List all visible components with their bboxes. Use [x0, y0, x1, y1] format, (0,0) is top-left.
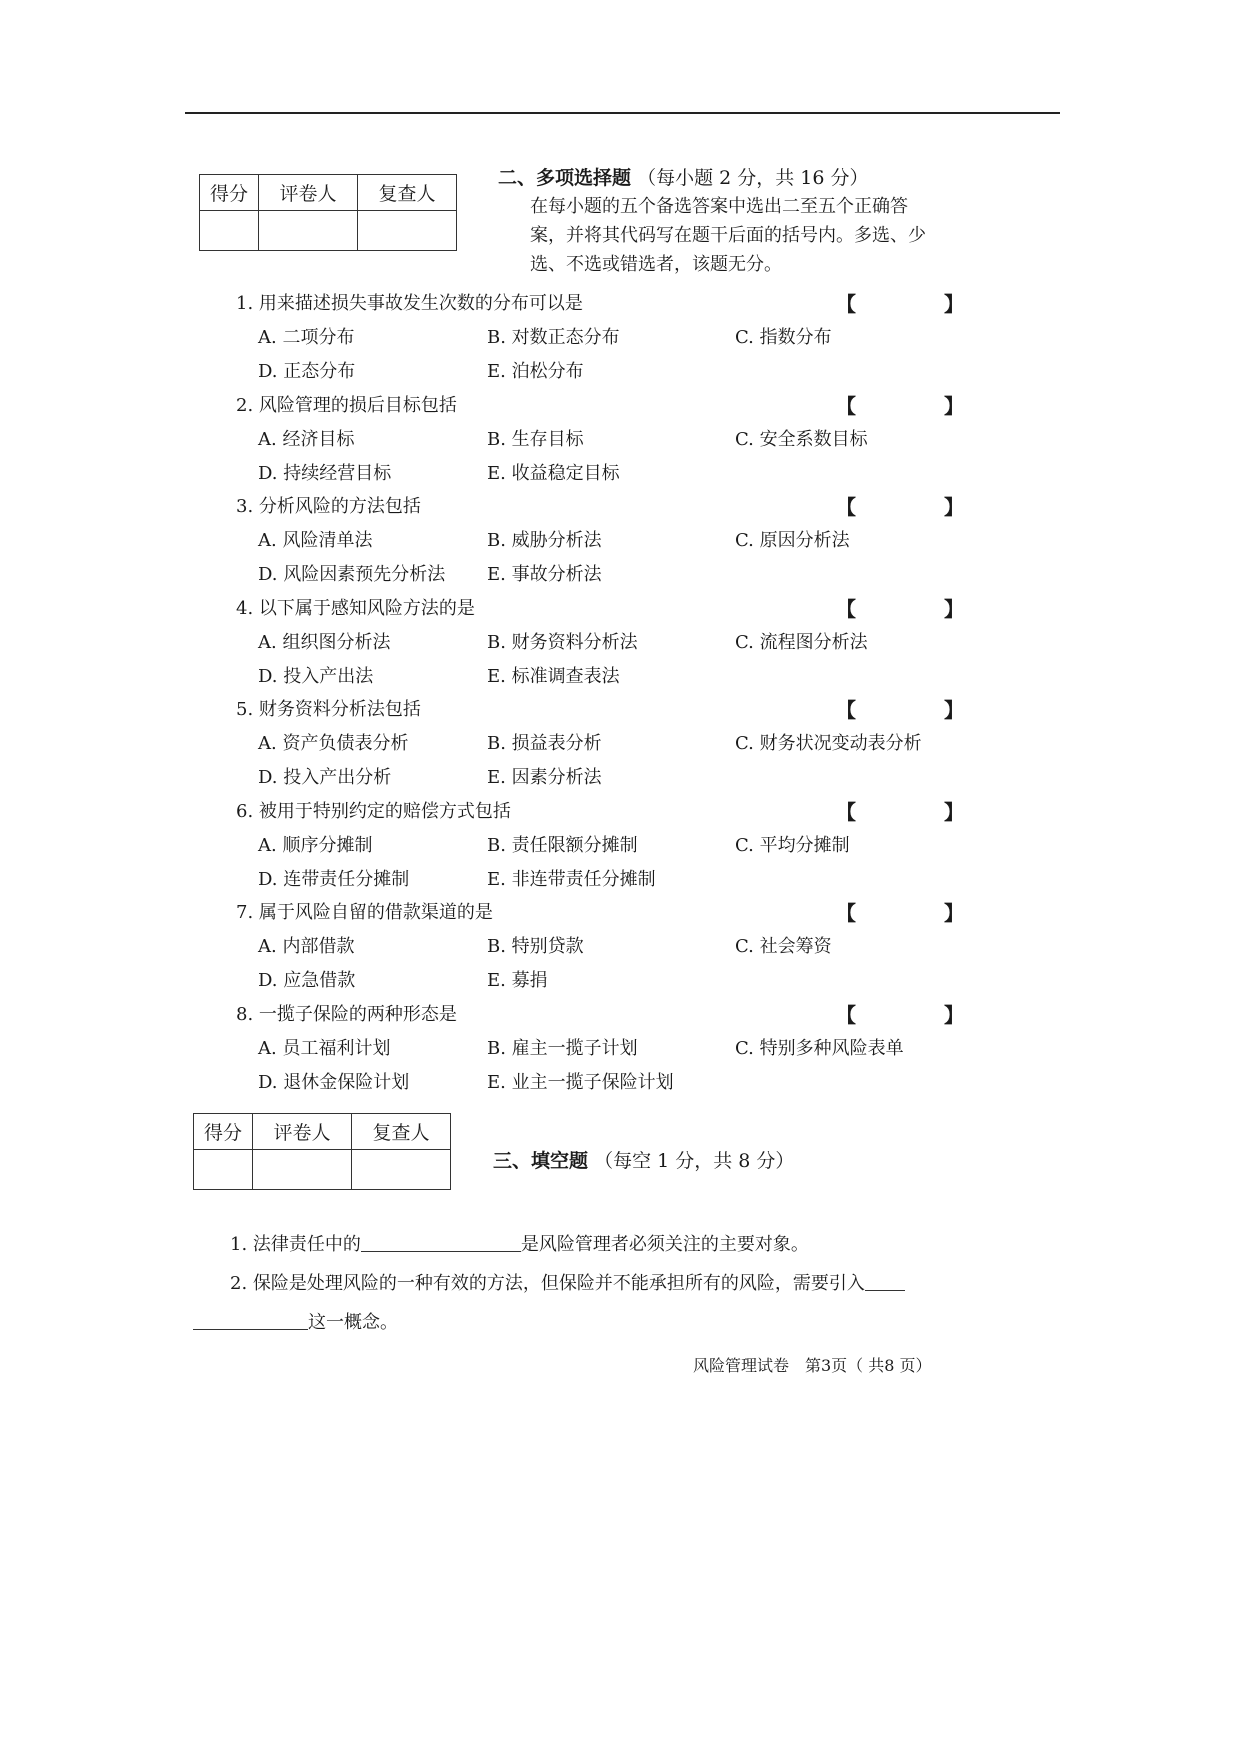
- option-b: B. 雇主一揽子计划: [487, 1038, 638, 1059]
- answer-bracket-open[interactable]: 【: [836, 901, 856, 925]
- reviewer-cell[interactable]: [352, 1150, 451, 1190]
- option-c: C. 安全系数目标: [735, 429, 868, 450]
- score-header: 得分: [200, 175, 259, 211]
- instruction-line: 案，并将其代码写在题干后面的括号内。多选、少: [530, 225, 926, 246]
- option-a: A. 内部借款: [258, 936, 355, 957]
- fill-text: 1. 法律责任中的: [230, 1234, 361, 1255]
- option-e: E. 事故分析法: [487, 564, 602, 585]
- option-a: A. 风险清单法: [258, 530, 373, 551]
- section2-instructions: [530, 192, 970, 279]
- question-stem: 6. 被用于特别约定的赔偿方式包括: [236, 801, 511, 822]
- score-cell[interactable]: [200, 211, 259, 251]
- section2-heading: [498, 163, 869, 190]
- option-b: B. 责任限额分摊制: [487, 835, 638, 856]
- answer-bracket-close: 】: [944, 292, 964, 316]
- reviewer-header: 复查人: [352, 1114, 451, 1150]
- answer-bracket-open[interactable]: 【: [836, 1003, 856, 1027]
- question-stem: 1. 用来描述损失事故发生次数的分布可以是: [236, 293, 583, 314]
- grader-cell[interactable]: [259, 211, 358, 251]
- answer-bracket-close: 】: [944, 698, 964, 722]
- question-7: [236, 896, 976, 998]
- answer-bracket-close: 】: [944, 394, 964, 418]
- option-b: B. 特别贷款: [487, 936, 584, 957]
- option-c: C. 平均分摊制: [735, 835, 850, 856]
- option-d: D. 风险因素预先分析法: [258, 564, 446, 585]
- option-b: B. 威胁分析法: [487, 530, 602, 551]
- option-c: C. 特别多种风险表单: [735, 1038, 904, 1059]
- answer-bracket-close: 】: [944, 597, 964, 621]
- option-d: D. 投入产出法: [258, 666, 374, 687]
- answer-blank[interactable]: [361, 1229, 521, 1252]
- option-a: A. 二项分布: [258, 327, 355, 348]
- option-c: C. 社会筹资: [735, 936, 832, 957]
- option-d: D. 正态分布: [258, 361, 356, 382]
- instruction-line: 选、不选或错选者，该题无分。: [530, 254, 782, 275]
- option-d: D. 投入产出分析: [258, 767, 392, 788]
- question-stem: 3. 分析风险的方法包括: [236, 496, 421, 517]
- score-header: 得分: [194, 1114, 253, 1150]
- option-b: B. 对数正态分布: [487, 327, 620, 348]
- answer-bracket-close: 】: [944, 800, 964, 824]
- fill-text: 是风险管理者必须关注的主要对象。: [520, 1234, 809, 1255]
- answer-bracket-open[interactable]: 【: [836, 394, 856, 418]
- option-c: C. 原因分析法: [735, 530, 850, 551]
- question-5: [236, 693, 976, 795]
- answer-bracket-open[interactable]: 【: [836, 800, 856, 824]
- fill-question-1: [230, 1229, 809, 1261]
- reviewer-cell[interactable]: [358, 211, 457, 251]
- grader-cell[interactable]: [253, 1150, 352, 1190]
- option-b: B. 损益表分析: [487, 733, 602, 754]
- grader-header: 评卷人: [253, 1114, 352, 1150]
- option-e: E. 募捐: [487, 970, 548, 991]
- fill-question-2: [230, 1268, 905, 1300]
- answer-bracket-close: 】: [944, 495, 964, 519]
- question-stem: 2. 风险管理的损后目标包括: [236, 395, 457, 416]
- page-footer: 风险管理试卷 第3页（ 共8 页）: [693, 1356, 932, 1375]
- grader-header: 评卷人: [259, 175, 358, 211]
- question-stem: 8. 一揽子保险的两种形态是: [236, 1004, 457, 1025]
- answer-blank[interactable]: [193, 1307, 308, 1330]
- option-c: C. 财务状况变动表分析: [735, 733, 922, 754]
- score-cell[interactable]: [194, 1150, 253, 1190]
- answer-bracket-close: 】: [944, 901, 964, 925]
- question-8: [236, 998, 976, 1100]
- answer-bracket-open[interactable]: 【: [836, 292, 856, 316]
- section3-heading: [493, 1146, 794, 1173]
- answer-bracket-close: 】: [944, 1003, 964, 1027]
- section2-points: （每小题 2 分，共 16 分）: [637, 167, 869, 189]
- option-a: A. 顺序分摊制: [258, 835, 373, 856]
- answer-bracket-open[interactable]: 【: [836, 597, 856, 621]
- fill-text: 2. 保险是处理风险的一种有效的方法，但保险并不能承担所有的风险，需要引入: [230, 1273, 865, 1294]
- option-d: D. 应急借款: [258, 970, 356, 991]
- option-e: E. 泊松分布: [487, 361, 584, 382]
- score-table: [199, 174, 457, 251]
- score-table: [193, 1113, 451, 1190]
- top-rule: [185, 112, 1060, 114]
- option-b: B. 生存目标: [487, 429, 584, 450]
- question-stem: 4. 以下属于感知风险方法的是: [236, 598, 475, 619]
- option-a: A. 员工福利计划: [258, 1038, 391, 1059]
- question-4: [236, 592, 976, 694]
- option-a: A. 组织图分析法: [258, 632, 391, 653]
- question-3: [236, 490, 976, 592]
- answer-bracket-open[interactable]: 【: [836, 495, 856, 519]
- answer-bracket-open[interactable]: 【: [836, 698, 856, 722]
- question-stem: 5. 财务资料分析法包括: [236, 699, 421, 720]
- question-6: [236, 795, 976, 897]
- option-e: E. 非连带责任分摊制: [487, 869, 656, 890]
- option-a: A. 经济目标: [258, 429, 355, 450]
- option-d: D. 退休金保险计划: [258, 1072, 410, 1093]
- reviewer-header: 复查人: [358, 175, 457, 211]
- section3-points: （每空 1 分，共 8 分）: [594, 1150, 795, 1172]
- fill-question-2-cont: [193, 1307, 398, 1339]
- option-e: E. 收益稳定目标: [487, 463, 620, 484]
- option-e: E. 因素分析法: [487, 767, 602, 788]
- option-a: A. 资产负债表分析: [258, 733, 409, 754]
- fill-text: 这一概念。: [308, 1312, 398, 1333]
- answer-blank[interactable]: [865, 1268, 905, 1291]
- option-d: D. 持续经营目标: [258, 463, 392, 484]
- option-e: E. 标准调查表法: [487, 666, 620, 687]
- instruction-line: 在每小题的五个备选答案中选出二至五个正确答: [530, 196, 908, 217]
- option-e: E. 业主一揽子保险计划: [487, 1072, 674, 1093]
- section2-title: 二、多项选择题: [498, 167, 632, 189]
- option-c: C. 指数分布: [735, 327, 832, 348]
- section3-title: 三、填空题: [493, 1150, 589, 1172]
- option-b: B. 财务资料分析法: [487, 632, 638, 653]
- question-stem: 7. 属于风险自留的借款渠道的是: [236, 902, 493, 923]
- question-2: [236, 389, 976, 491]
- option-d: D. 连带责任分摊制: [258, 869, 410, 890]
- question-1: [236, 287, 976, 389]
- option-c: C. 流程图分析法: [735, 632, 868, 653]
